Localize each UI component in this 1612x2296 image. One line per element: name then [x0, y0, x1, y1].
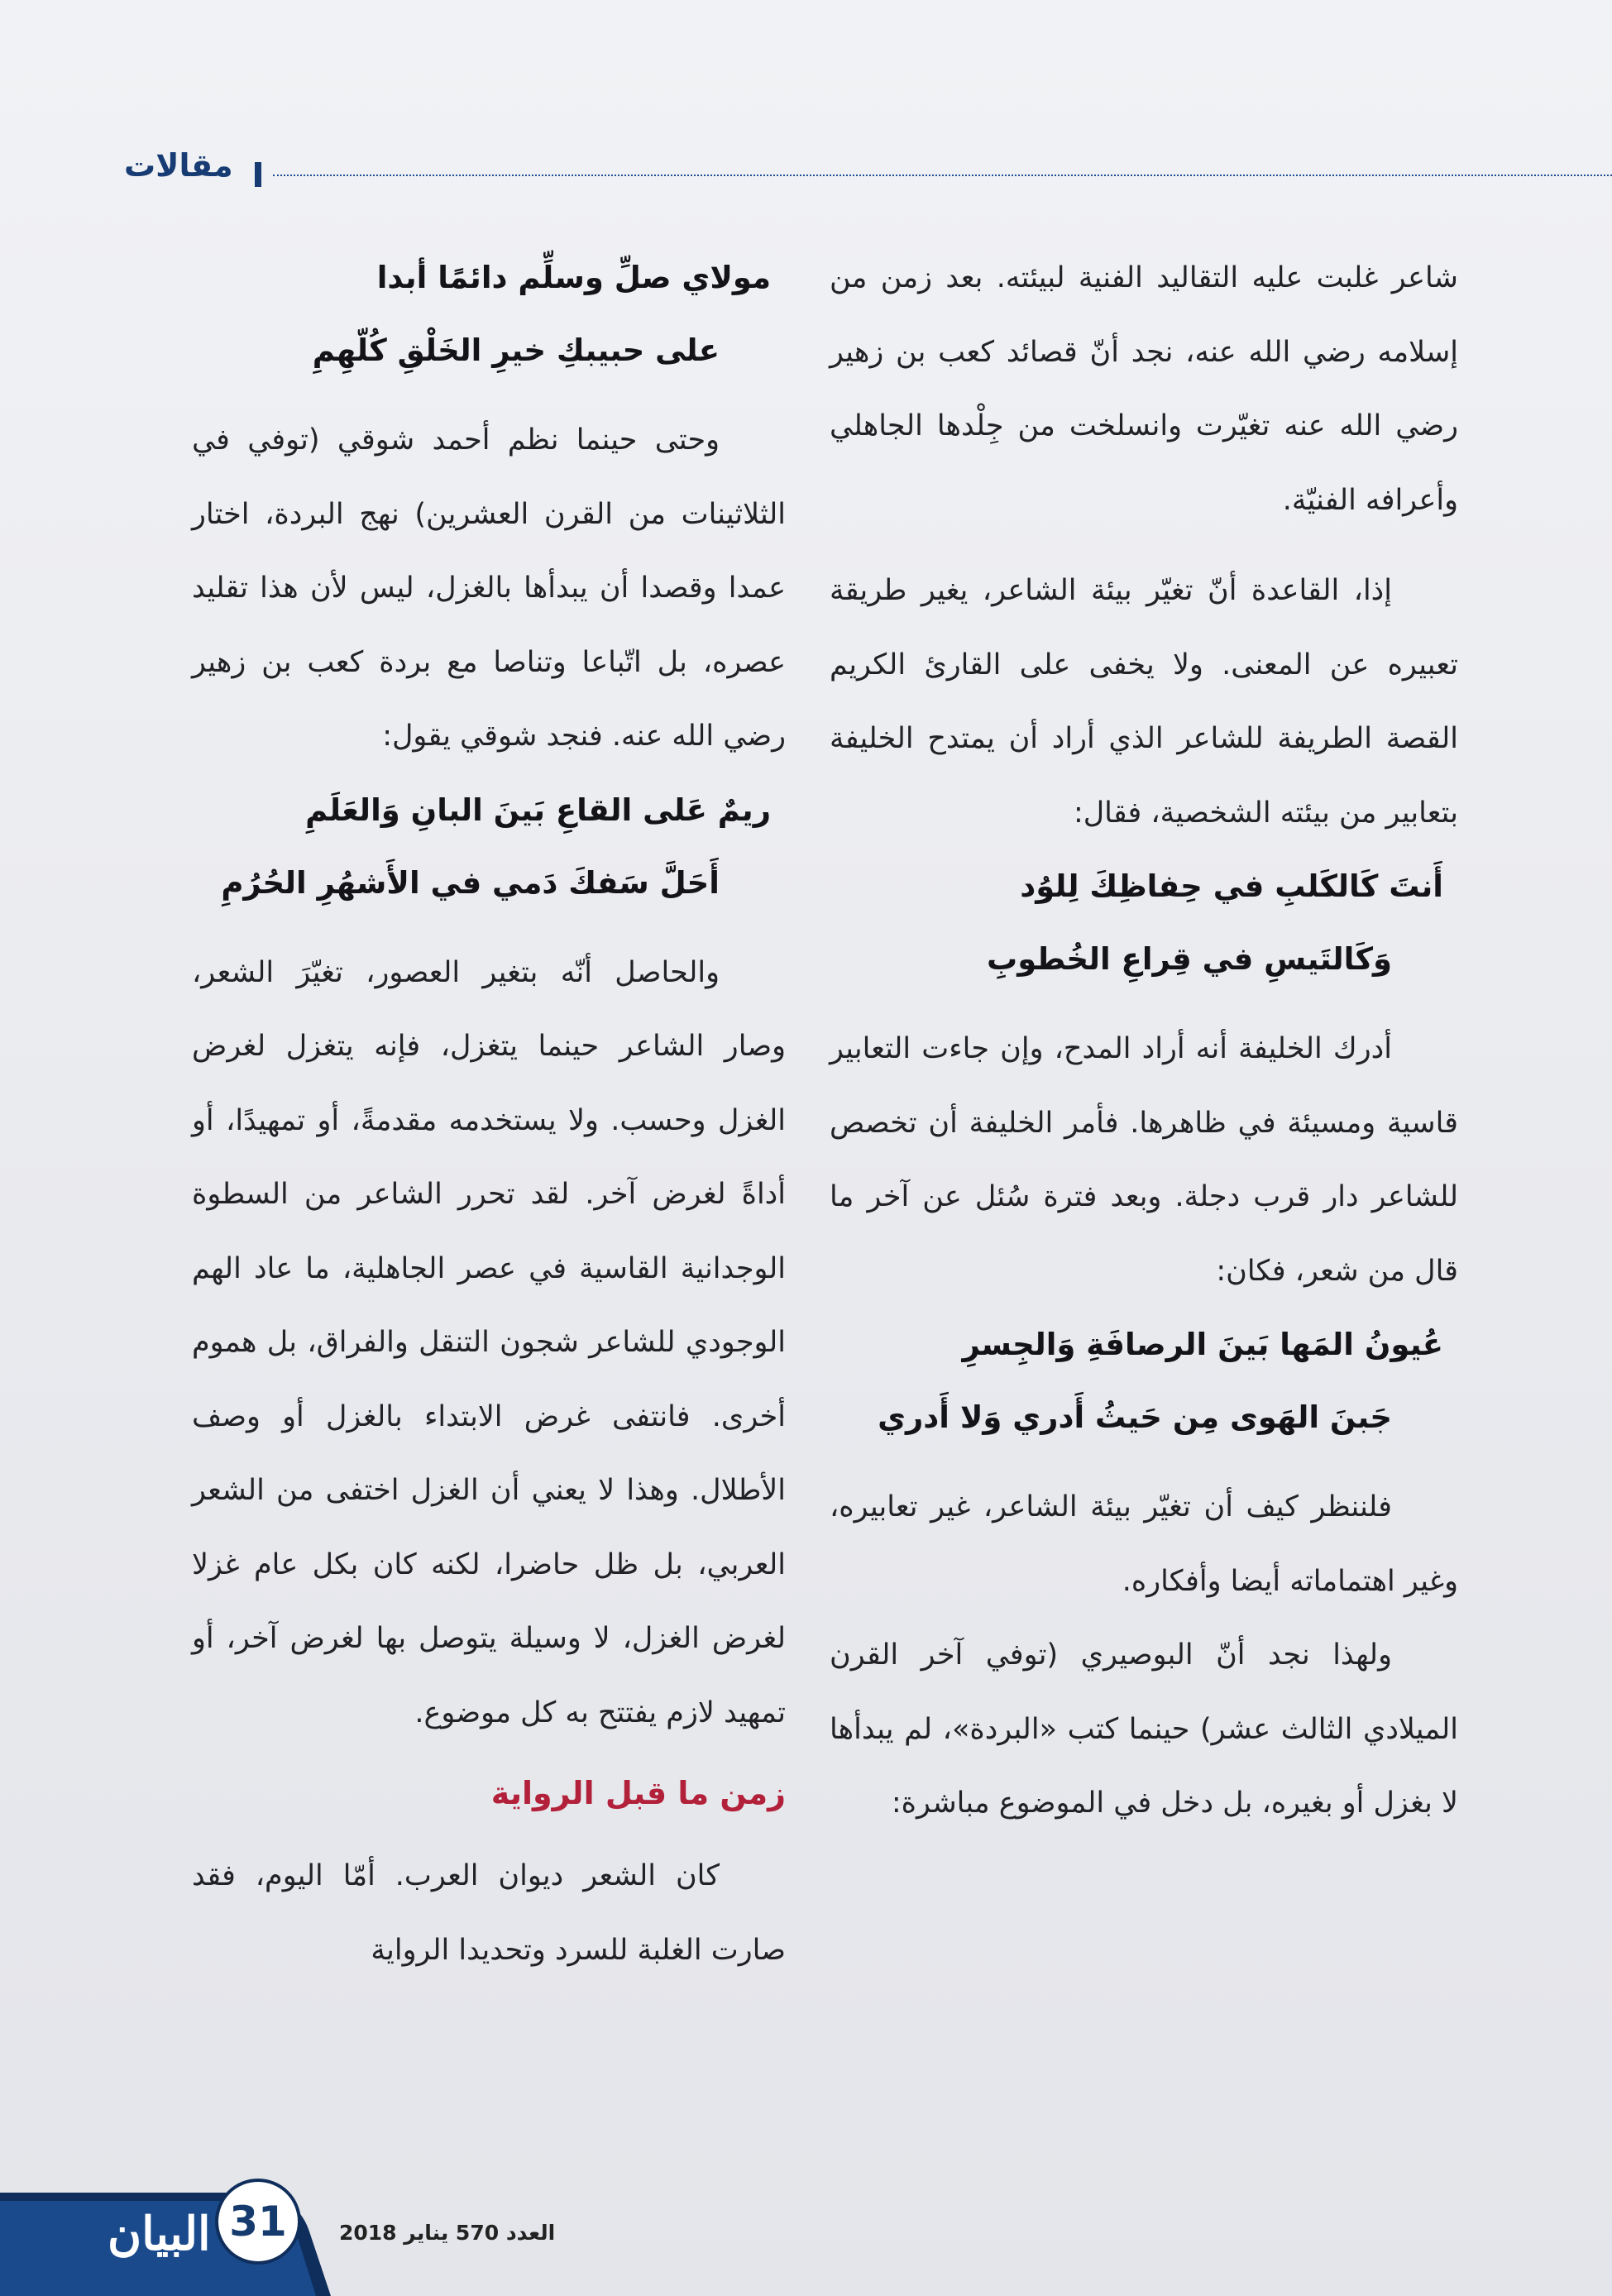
verse-line: مولاي صلِّ وسلِّم دائمًا أبدا: [376, 260, 771, 295]
verse-line: أَحَلَّ سَفكَ دَمي في الأَشهُرِ الحُرُمِ: [221, 864, 720, 901]
paragraph: فلننظر كيف أن تغيّر بيئة الشاعر، غير تعابيره، وغير اهتماماته أيضا وأفكاره.: [830, 1490, 1458, 1598]
right-column: [830, 242, 1458, 1841]
verse-line: عُيونُ المَها بَينَ الرصافَةِ وَالجِسرِ: [962, 1327, 1443, 1362]
section-subheading: زمن ما قبل الرواية: [490, 1775, 786, 1811]
header-rule: [273, 175, 1612, 176]
paragraph: شاعر غلبت عليه التقاليد الفنية لبيئته. بعد زمن من إسلامه رضي الله عنه، نجد أنّ قصائد كعب بن زهير رضي الله عنه تغيّرت وانسلخت من جِلْدها الجاهلي وأعرافه الفنيّة.: [830, 261, 1458, 517]
page-number: 31: [215, 2179, 301, 2265]
verse-line: وَكَالتَيسِ في قِراعِ الخُطوبِ: [987, 941, 1392, 977]
left-column: [192, 242, 786, 1987]
section-marker: [255, 162, 261, 187]
section-label: مقالات: [124, 147, 233, 184]
paragraph: ولهذا نجد أنّ البوصيري (توفي آخر القرن الميلادي الثالث عشر) حينما كتب «البردة»، لم يبدأها لا بغزل أو بغيره، بل دخل في الموضوع مباشرة:: [830, 1638, 1458, 1820]
section-header: [124, 147, 1612, 189]
verse-line: أَنتَ كَالكَلبِ في حِفاظِكَ لِلوُد: [1020, 868, 1443, 904]
verse-line: ريمٌ عَلى القاعِ بَينَ البانِ وَالعَلَمِ: [305, 792, 771, 828]
paragraph: إذا، القاعدة أنّ تغيّر بيئة الشاعر، يغير طريقة تعبيره عن المعنى. ولا يخفى على القارئ الكريم القصة الطريفة للشاعر الذي أراد أن يمتدح الخليفة بتعابير من بيئته الشخصية، فقال:: [830, 574, 1458, 830]
paragraph: وحتى حينما نظم أحمد شوقي (توفي في الثلاثينات من القرن العشرين) نهج البردة، اختار عمدا وقصدا أن يبدأها بالغزل، ليس لأن هذا تقليد عصره، بل اتّباعا وتناصا مع بردة كعب بن زهير رضي الله عنه. فنجد شوقي يقول:: [192, 423, 786, 753]
paragraph: كان الشعر ديوان العرب. أمّا اليوم، فقد صارت الغلبة للسرد وتحديدا الرواية: [192, 1859, 786, 1967]
paragraph: أدرك الخليفة أنه أراد المدح، وإن جاءت التعابير قاسية ومسيئة في ظاهرها. فأمر الخليفة أن تخصص للشاعر دار قرب دجلة. وبعد فترة سُئل عن آخر ما قال من شعر، فكان:: [830, 1032, 1458, 1288]
paragraph: والحاصل أنّه بتغير العصور، تغيّرَ الشعر، وصار الشاعر حينما يتغزل، فإنه يتغزل لغرض الغزل وحسب. ولا يستخدمه مقدمةً، أو تمهيدًا، أو أداةً لغرض آخر. لقد تحرر الشاعر من السطوة الوجدانية القاسية في عصر الجاهلية، ما عاد الهم الوجودي للشاعر شجون التنقل والفراق، بل هموم أخرى. فانتفى غرض الابتداء بالغزل أو وصف الأطلال. وهذا لا يعني أن الغزل اختفى من الشعر العربي، بل ظل حاضرا، لكنه كان بكل عام غزلا لغرض الغزل، لا وسيلة يتوصل بها لغرض آخر، أو تمهيد لازم يفتتح به كل موضوع.: [192, 955, 786, 1729]
magazine-logo: البيان: [108, 2207, 211, 2261]
verse-line: على حبيبكِ خيرِ الخَلْقِ كُلّهِمِ: [312, 332, 720, 368]
issue-info: العدد 570 يناير 2018: [339, 2221, 556, 2245]
verse-line: جَبنَ الهَوى مِن حَيثُ أَدري وَلا أَدري: [878, 1399, 1392, 1435]
